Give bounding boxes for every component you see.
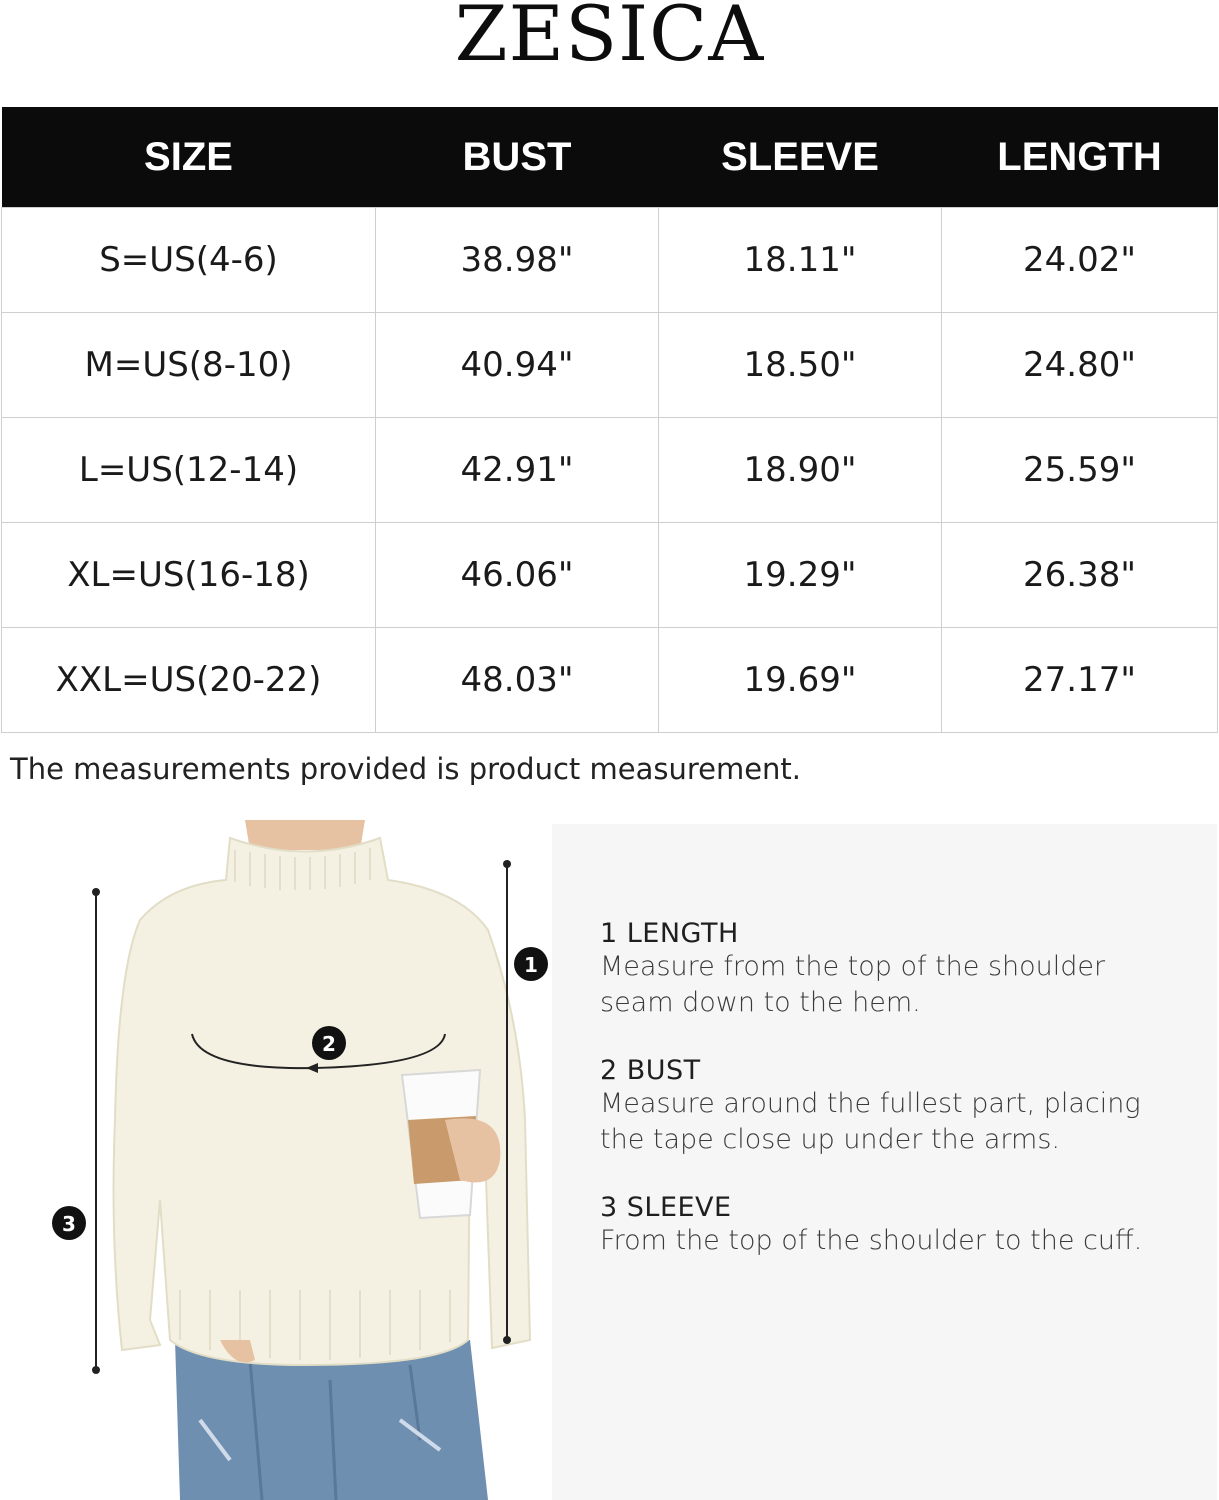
cell-bust: 38.98" bbox=[376, 208, 659, 313]
table-row bbox=[2, 628, 1218, 733]
cell-bust: 40.94" bbox=[376, 313, 659, 418]
cell-length: 27.17" bbox=[942, 628, 1218, 733]
cell-sleeve: 18.90" bbox=[659, 418, 942, 523]
instruction-text: the tape close up under the arms. bbox=[600, 1124, 1060, 1155]
table-row bbox=[2, 523, 1218, 628]
sweater-illustration bbox=[0, 820, 552, 1500]
instruction-heading: 2 BUST bbox=[600, 1055, 701, 1086]
cell-size: M=US(8-10) bbox=[2, 313, 376, 418]
svg-text:2: 2 bbox=[322, 1032, 336, 1056]
header-length: LENGTH bbox=[942, 107, 1218, 208]
instruction-text: Measure around the fullest part, placing bbox=[600, 1088, 1141, 1119]
cell-length: 24.80" bbox=[942, 313, 1218, 418]
table-row bbox=[2, 313, 1218, 418]
cell-sleeve: 18.11" bbox=[659, 208, 942, 313]
marker-1 bbox=[514, 947, 548, 981]
cell-bust: 46.06" bbox=[376, 523, 659, 628]
cell-sleeve: 18.50" bbox=[659, 313, 942, 418]
table-row bbox=[2, 418, 1218, 523]
instruction-heading: 1 LENGTH bbox=[600, 918, 739, 949]
cell-sleeve: 19.29" bbox=[659, 523, 942, 628]
brand-logo: ZESICA bbox=[454, 0, 765, 78]
marker-2 bbox=[312, 1026, 346, 1060]
cell-length: 26.38" bbox=[942, 523, 1218, 628]
size-chart-table bbox=[1, 107, 1218, 733]
cell-sleeve: 19.69" bbox=[659, 628, 942, 733]
instruction-length bbox=[600, 918, 1105, 1021]
cell-size: XL=US(16-18) bbox=[2, 523, 376, 628]
cell-bust: 48.03" bbox=[376, 628, 659, 733]
svg-text:1: 1 bbox=[524, 953, 538, 977]
instruction-sleeve bbox=[600, 1192, 1142, 1259]
cell-size: S=US(4-6) bbox=[2, 208, 376, 313]
table-row bbox=[2, 208, 1218, 313]
header-sleeve: SLEEVE bbox=[659, 107, 942, 208]
cell-bust: 42.91" bbox=[376, 418, 659, 523]
header-size: SIZE bbox=[2, 107, 376, 208]
instruction-bust bbox=[600, 1055, 1141, 1158]
cell-length: 25.59" bbox=[942, 418, 1218, 523]
table-header-row bbox=[2, 107, 1218, 208]
header-bust: BUST bbox=[376, 107, 659, 208]
cell-length: 24.02" bbox=[942, 208, 1218, 313]
marker-3 bbox=[52, 1206, 86, 1240]
measurement-note: The measurements provided is product measurement. bbox=[10, 752, 802, 786]
instruction-text: seam down to the hem. bbox=[600, 987, 921, 1018]
instruction-text: From the top of the shoulder to the cuff. bbox=[600, 1225, 1143, 1256]
instruction-heading: 3 SLEEVE bbox=[600, 1192, 732, 1223]
svg-text:3: 3 bbox=[62, 1212, 76, 1236]
instruction-text: Measure from the top of the shoulder bbox=[600, 951, 1106, 982]
cell-size: L=US(12-14) bbox=[2, 418, 376, 523]
cell-size: XXL=US(20-22) bbox=[2, 628, 376, 733]
neck-shape bbox=[245, 820, 365, 850]
